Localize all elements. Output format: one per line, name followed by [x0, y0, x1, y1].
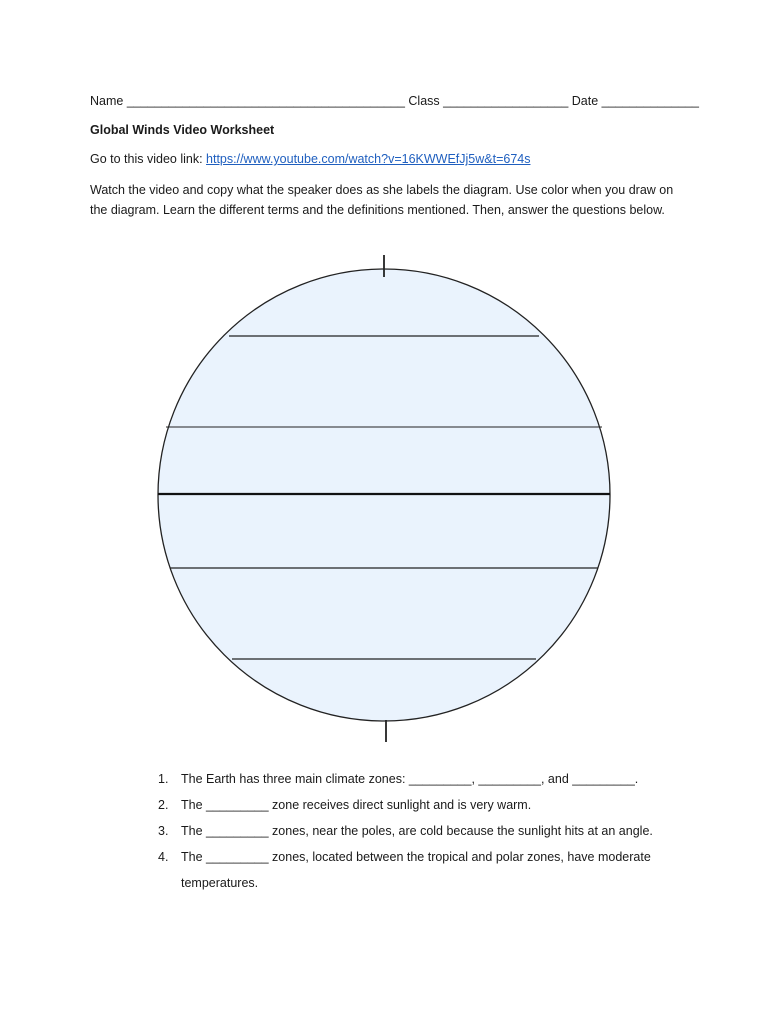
question-text: The _________ zones, located between the tropical and polar zones, have moderate temperatures.: [181, 850, 651, 890]
instructions-paragraph: Watch the video and copy what the speaker does as she labels the diagram. Use color when you draw on the diagram. Learn the different terms and the definitions mentioned. Then, answer the questions below.: [90, 183, 674, 217]
class-blank[interactable]: __________________: [443, 94, 569, 108]
question-3: [158, 818, 698, 844]
question-1: [158, 766, 698, 792]
video-link-line: [90, 152, 530, 166]
video-link-prefix: Go to this video link:: [90, 152, 207, 166]
question-text: The _________ zone receives direct sunlight and is very warm.: [181, 798, 532, 812]
name-blank[interactable]: ________________________________________: [126, 94, 405, 108]
date-label: Date: [571, 94, 599, 108]
question-number: 2.: [158, 798, 169, 812]
video-link[interactable]: https://www.youtube.com/watch?v=16KWWEfJj5w&t=674s: [206, 152, 531, 166]
question-text: The Earth has three main climate zones: _________, _________, and _________.: [181, 772, 639, 786]
questions-list: [158, 766, 698, 896]
worksheet-title: Global Winds Video Worksheet: [90, 123, 275, 137]
question-2: [158, 792, 698, 818]
question-number: 1.: [158, 772, 169, 786]
class-label: Class: [408, 94, 440, 108]
date-blank[interactable]: ______________: [601, 94, 699, 108]
name-label: Name: [90, 94, 124, 108]
question-number: 4.: [158, 850, 169, 864]
header-fields: [90, 94, 699, 108]
question-4: [158, 844, 698, 896]
question-text: The _________ zones, near the poles, are cold because the sunlight hits at an angle.: [181, 824, 653, 838]
question-number: 3.: [158, 824, 169, 838]
earth-zones-diagram: [150, 250, 620, 750]
